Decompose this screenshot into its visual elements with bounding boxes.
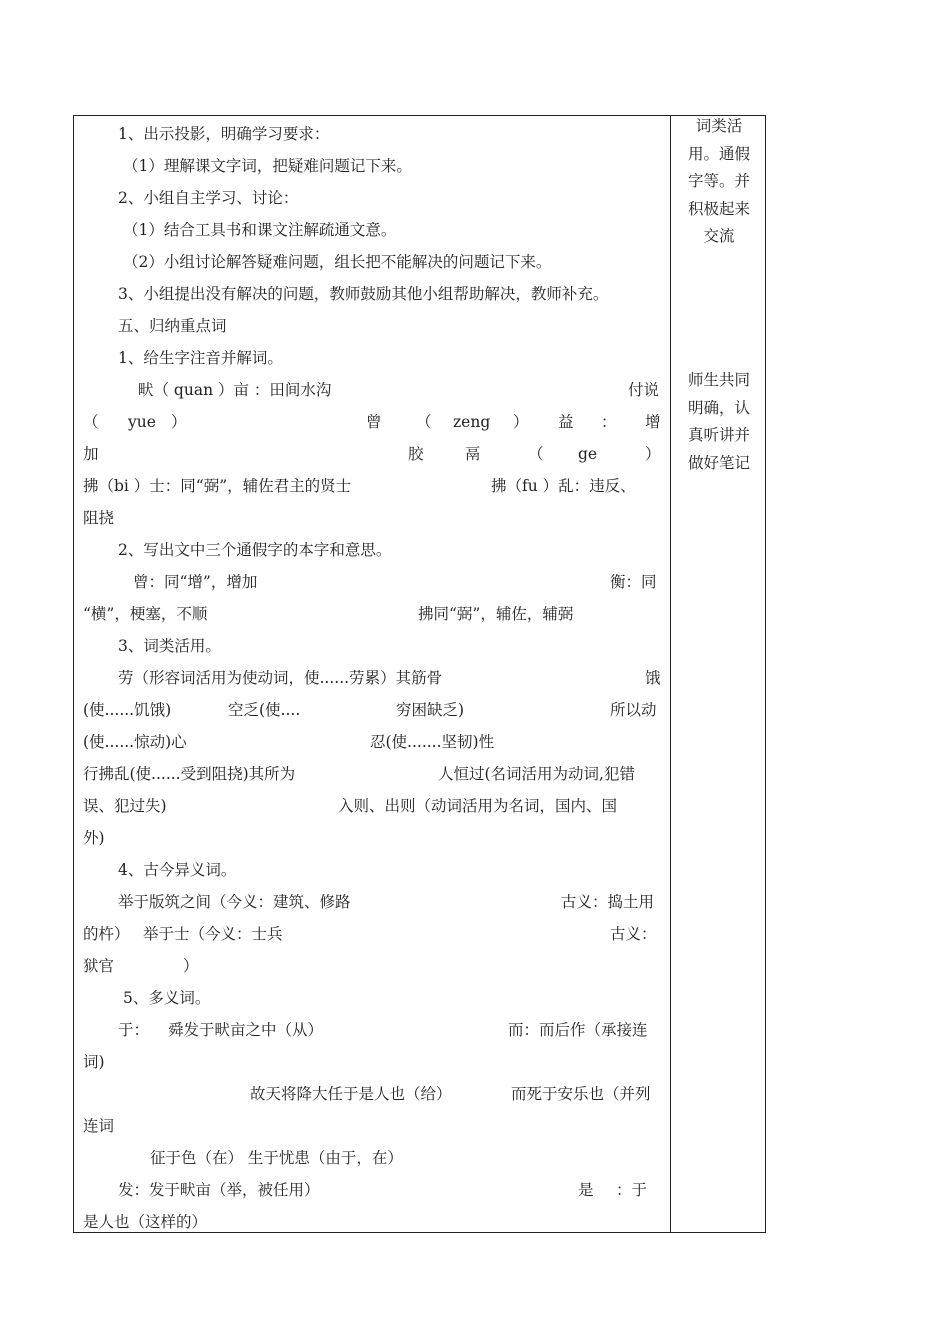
text-segment: 3、小组提出没有解决的问题，教师鼓励其他小组帮助解决，教师补充。: [118, 285, 609, 303]
text-line: [83, 406, 663, 438]
text-segment: 曾: [366, 413, 382, 431]
text-line: [83, 1110, 663, 1142]
text-segment: 劳（形容词活用为使动词，使......劳累）其筋骨: [118, 669, 443, 687]
text-segment: 词): [83, 1053, 105, 1071]
text-segment: 而死于安乐也（并列: [511, 1085, 651, 1103]
text-segment: 外): [83, 829, 105, 847]
text-segment: ）: [183, 957, 199, 975]
text-segment: 衡：同: [610, 573, 657, 591]
text-segment: 是: [578, 1181, 594, 1199]
text-segment: 故天将降大任于是人也（给）: [250, 1085, 452, 1103]
text-line: [83, 1014, 663, 1046]
side-note-line: 做好笔记: [687, 453, 750, 472]
text-line: [83, 662, 663, 694]
text-segment: 而：而后作（承接连: [508, 1021, 648, 1039]
text-segment: 鬲: [465, 445, 481, 463]
text-segment: 付说: [628, 381, 660, 399]
side-note-line: 真听讲并: [687, 426, 750, 444]
text-segment: 畎（ quan ）亩 ：田间水沟: [138, 381, 332, 399]
side-note-line: 师生共同: [687, 371, 750, 389]
text-segment: 空乏(使....: [228, 701, 301, 719]
text-segment: （: [416, 413, 432, 431]
side-note: [676, 367, 762, 477]
text-line: [83, 758, 663, 790]
side-note-line: 积极起来: [687, 199, 750, 218]
text-segment: 拂同“弼”，辅佐，辅弼: [418, 605, 574, 623]
text-line: [83, 1206, 663, 1238]
text-segment: 所以动: [610, 701, 657, 719]
text-segment: 5、多义词。: [123, 989, 211, 1007]
text-segment: 是人也（这样的）: [83, 1213, 208, 1231]
side-note-line: 词类活: [695, 117, 743, 135]
text-segment: ）: [513, 413, 529, 431]
text-segment: 拂（bi ）士：同“弼”，辅佐君主的贤士: [83, 477, 352, 495]
text-segment: 曾：同“增”，增加: [133, 573, 258, 591]
text-segment: 1、给生字注音并解词。: [118, 349, 283, 367]
text-line: [83, 502, 663, 534]
text-segment: 舜发于畎亩之中（从）: [168, 1021, 324, 1039]
text-line: [83, 566, 663, 598]
text-segment: 2、小组自主学习、讨论：: [118, 189, 299, 207]
text-line: [83, 694, 663, 726]
text-line: [83, 854, 663, 886]
text-line: [83, 342, 663, 374]
text-line: [83, 470, 663, 502]
text-line: [83, 1078, 663, 1110]
text-line: [83, 246, 663, 278]
text-segment: “横”，梗塞，不顺: [83, 605, 208, 623]
text-segment: ：于: [616, 1181, 648, 1199]
text-segment: 征于色（在） 生于忧患（由于，在）: [150, 1149, 403, 1167]
text-line: [83, 630, 663, 662]
text-segment: 增: [645, 413, 661, 431]
text-line: [83, 982, 663, 1014]
text-line: [83, 1142, 663, 1174]
text-line: [83, 918, 663, 950]
text-segment: 4、古今异义词。: [118, 861, 237, 879]
text-segment: （2）小组讨论解答疑难问题，组长把不能解决的问题记下来。: [123, 253, 552, 271]
text-segment: 益: [558, 413, 574, 431]
text-segment: 饿: [645, 669, 661, 687]
side-note-line: 交流: [703, 227, 735, 245]
text-segment: 发：发于畎亩（举，被任用）: [118, 1181, 320, 1199]
text-segment: 3、词类活用。: [118, 637, 221, 655]
side-note-line: 明确，认: [687, 398, 750, 417]
text-line: [83, 182, 663, 214]
side-note-line: 用。通假: [687, 144, 750, 163]
text-line: [83, 950, 663, 982]
text-line: [83, 438, 663, 470]
column-divider: [670, 115, 671, 1233]
text-segment: （1）理解课文字词，把疑难问题记下来。: [123, 157, 412, 175]
text-segment: (使......饥饿): [83, 701, 172, 719]
text-segment: 穷困缺乏): [396, 701, 465, 719]
text-line: [83, 726, 663, 758]
text-segment: 的杵）: [83, 925, 130, 943]
text-line: [83, 598, 663, 630]
text-segment: 忍(使.......坚韧)性: [370, 733, 495, 751]
text-segment: (使......惊动)心: [83, 733, 187, 751]
text-segment: 于：: [118, 1021, 150, 1039]
text-segment: 2、写出文中三个通假字的本字和意思。: [118, 541, 392, 559]
text-segment: 举于版筑之间（今义：建筑、修路: [118, 893, 351, 911]
text-line: [83, 790, 663, 822]
text-segment: ）: [645, 445, 661, 463]
text-segment: 连词: [83, 1117, 115, 1135]
text-segment: zeng: [453, 413, 491, 431]
text-segment: 人恒过(名词活用为动词,犯错: [438, 765, 635, 783]
text-segment: 古义：捣土用: [561, 893, 655, 911]
text-line: [83, 310, 663, 342]
text-segment: 拂（fu ）乱：违反、: [491, 477, 636, 495]
text-segment: ）: [171, 413, 187, 431]
text-line: [83, 118, 663, 150]
text-segment: 古义：: [610, 925, 657, 943]
text-line: [83, 1046, 663, 1078]
text-segment: 入则、出则（动词活用为名词，国内、国: [338, 797, 618, 815]
side-note: [676, 113, 762, 251]
text-segment: （: [528, 445, 544, 463]
text-segment: 举于士（今义：士兵: [143, 925, 283, 943]
text-line: [83, 278, 663, 310]
text-line: [83, 1174, 663, 1206]
main-content: [83, 118, 663, 1238]
text-segment: ：: [601, 413, 617, 431]
text-segment: 阻挠: [83, 509, 115, 527]
text-segment: 1、出示投影，明确学习要求：: [118, 125, 330, 143]
text-line: [83, 886, 663, 918]
text-line: [83, 374, 663, 406]
side-note-line: 字等。并: [687, 172, 750, 190]
text-segment: 五、归纳重点词: [118, 317, 227, 335]
text-line: [83, 534, 663, 566]
text-segment: 胶: [408, 445, 424, 463]
text-segment: 误、犯过失): [83, 797, 167, 815]
text-segment: yue: [128, 413, 156, 431]
text-segment: 行拂乱(使......受到阻挠)其所为: [83, 765, 296, 783]
text-segment: 狱官: [83, 957, 115, 975]
text-line: [83, 214, 663, 246]
text-line: [83, 150, 663, 182]
text-segment: ge: [578, 445, 598, 463]
text-line: [83, 822, 663, 854]
text-segment: （: [83, 413, 99, 431]
text-segment: （1）结合工具书和课文注解疏通文意。: [123, 221, 397, 239]
text-segment: 加: [83, 445, 99, 463]
